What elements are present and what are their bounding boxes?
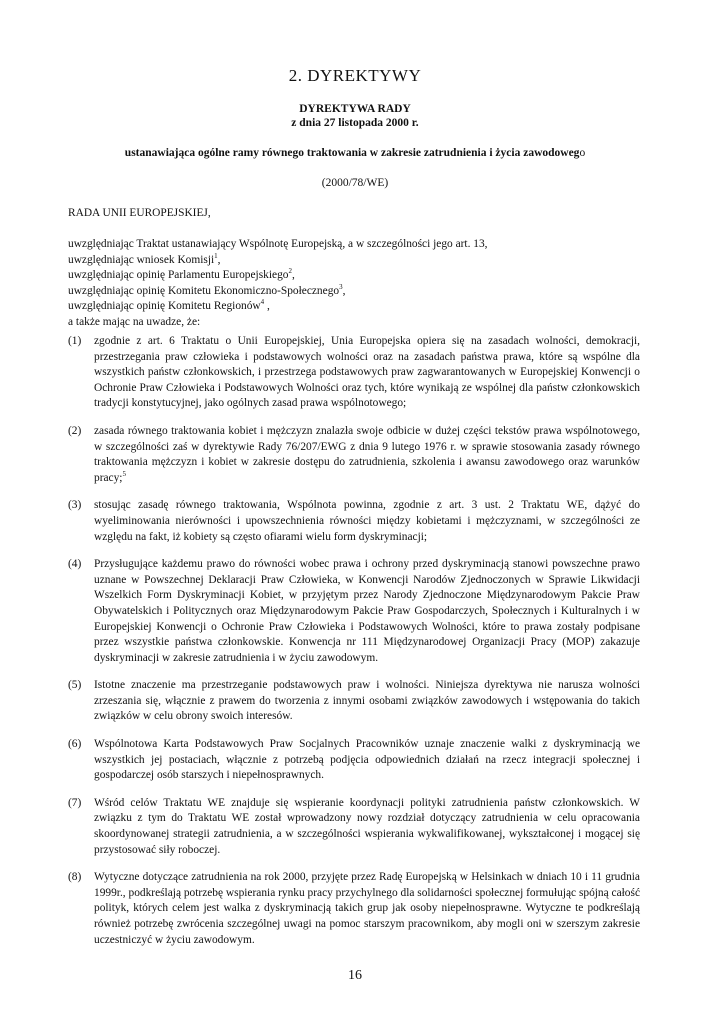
considering-item: uwzględniając opinię Komitetu Ekonomiczno-Społecznego$^3$,	[68, 282, 346, 297]
recital-number: (8)	[68, 871, 82, 884]
footnote-ref: 3	[339, 282, 343, 291]
footnote-ref: 1	[214, 251, 218, 260]
considering-item: uwzględniając opinię Komitetu Regionów$^4$ ,	[68, 298, 270, 313]
footnote-ref: 4	[260, 298, 265, 307]
recital-text: Wśród celów Traktatu WE znajduje się wspieranie koordynacji polityki zatrudnienia państw członkowskich. W związku z tym do Traktatu WE został wprowadzony nowy rozdział dotyczący zatrudnienia w celu opracowania skoordynowanej strategii zatrudnienia, a w szczególności wspierania wykwalifikowanej, wykształconej i mogącej się przystosować siły roboczej.	[94, 796, 640, 856]
recital-number: (5)	[68, 679, 82, 692]
considering-item: uwzględniając wniosek Komisji$^1$,	[68, 251, 221, 266]
recital-number: (3)	[68, 499, 82, 512]
document-subject	[0, 147, 710, 159]
recital-text: stosując zasadę równego traktowania, Wspólnota powinna, zgodnie z art. 3 ust. 2 Traktatu WE, dążyć do wyeliminowania nierówności i upowszechnienia równości między kobietami i mężczyznami, w szczególności ze względu na fakt, iż kobiety są często ofiarami wielu form dyskryminacji;	[94, 499, 640, 543]
subject-text: ustanawiająca ogólne ramy równego traktowania w zakresie zatrudnienia i życia zawodoweg	[124, 147, 580, 159]
recital-number: (6)	[68, 738, 82, 751]
recital-text: zasada równego traktowania kobiet i mężczyzn znalazła swoje odbicie w dużej części tekstów prawa wspólnotowego, w szczególności zaś w dyrektywie Rady 76/207/EWG z dnia 9 lutego 1976 r. w sprawie stosowania zasady równego traktowania mężczyzn i kobiet w zakresie dostępu do zatrudnienia, szkolenia i awansu zawodowego oraz warunków pracy;$^5$	[94, 424, 640, 484]
recital-text: zgodnie z art. 6 Traktatu o Unii Europejskiej, Unia Europejska opiera się na zasadach wolności, demokracji, przestrzegania praw człowieka i podstawowych wolności oraz na zasadach państwa prawa, które są wspólne dla wszystkich państw członkowskich, i przestrzega podstawowych praw zagwarantowanych w Europejskiej Konwencji o Ochronie Praw Człowieka i Podstawowych Wolności oraz tych, które wynikają ze wspólnej dla państw członkowskich tradycji konstytucyjnej, jako ogólnych zasad prawa wspólnotowego;	[94, 335, 640, 410]
recital-text: Istotne znaczenie ma przestrzeganie podstawowych praw i wolności. Niniejsza dyrektywa nie narusza wolności zrzeszania się, włącznie z prawem do tworzenia z innymi osobami związków zawodowych i wstępowania do takich związków w celu obrony swoich interesów.	[94, 679, 640, 723]
considering-item: a także mając na uwadze, że:	[68, 315, 201, 328]
considering-list	[68, 237, 648, 331]
document-type: DYREKTYWA RADY	[299, 103, 411, 115]
footnote-ref: 2	[288, 267, 292, 276]
recital-item	[68, 424, 640, 486]
recital-item	[68, 870, 640, 948]
recital-number: (2)	[68, 424, 82, 437]
recitals-list	[68, 334, 640, 960]
recital-text: Przysługujące każdemu prawo do równości wobec prawa i ochrony przed dyskryminacją stanowi powszechne prawo uznane w Powszechnej Deklaracji Praw Człowieka, w Konwencji Narodów Zjednoczonych w Sprawie Likwidacji Wszelkich Form Dyskryminacji Kobiet, w przyjętym przez Narody Zjednoczone Międzynarodowym Pakcie Praw Obywatelskich i Politycznych oraz Międzynarodowym Pakcie Praw Gospodarczych, Społecznych i Kulturalnych i w Europejskiej Konwencji o Ochronie Praw Człowieka i Podstawowych Wolności, które to prawa zostały podpisane przez wszystkie państwa członkowskie. Konwencja nr 111 Międzynarodowej Organizacji Pracy (MOP) zakazuje dyskryminacji w zakresie zatrudnienia i w życiu zawodowym.	[94, 558, 640, 664]
document-header	[0, 102, 710, 130]
section-title: 2. DYREKTYWY	[288, 66, 422, 85]
subject-tail: o	[579, 147, 586, 159]
recital-number: (4)	[68, 558, 82, 571]
recital-number: (1)	[68, 335, 82, 347]
considering-item: uwzględniając opinię Parlamentu Europejskiego$^2$,	[68, 267, 295, 282]
page-number: 16	[348, 968, 362, 983]
document-date: z dnia 27 listopada 2000 r.	[291, 117, 419, 129]
recital-item	[68, 334, 640, 412]
recital-text: Wytyczne dotyczące zatrudnienia na rok 2000, przyjęte przez Radę Europejską w Helsinkach w dniach 10 i 11 grudnia 1999r., podkreślają potrzebę wspierania rynku pracy przychylnego dla solidarności społecznej formułując spójną całość polityk, których celem jest walka z dyskryminacją takich grup jak osoby niepełnosprawne. Wytyczne te podkreślają również potrzebę zwrócenia szczególnej uwagi na pomoc starszym pracownikom, aby mogli oni w szerszym zakresie uczestniczyć w życiu zawodowym.	[94, 871, 640, 946]
recital-item	[68, 678, 640, 725]
recital-number: (7)	[68, 796, 82, 809]
recital-item	[68, 796, 640, 858]
recital-item	[68, 737, 640, 784]
considering-item: uwzględniając Traktat ustanawiający Wspólnotę Europejską, a w szczególności jego art. 13,	[68, 238, 488, 250]
recital-text: Wspólnotowa Karta Podstawowych Praw Socjalnych Pracowników uznaje znaczenie walki z dyskryminacją we wszystkich jej postaciach, włącznie z potrzebą podjęcia odpowiednich działań na rzecz integracji społecznej i gospodarczej osób starszych i niepełnosprawnych.	[94, 738, 640, 782]
recital-item	[68, 557, 640, 666]
document-number: (2000/78/WE)	[321, 177, 389, 189]
council-heading: RADA UNII EUROPEJSKIEJ,	[68, 207, 211, 219]
footnote-ref: 5	[122, 469, 126, 478]
recital-item	[68, 498, 640, 545]
